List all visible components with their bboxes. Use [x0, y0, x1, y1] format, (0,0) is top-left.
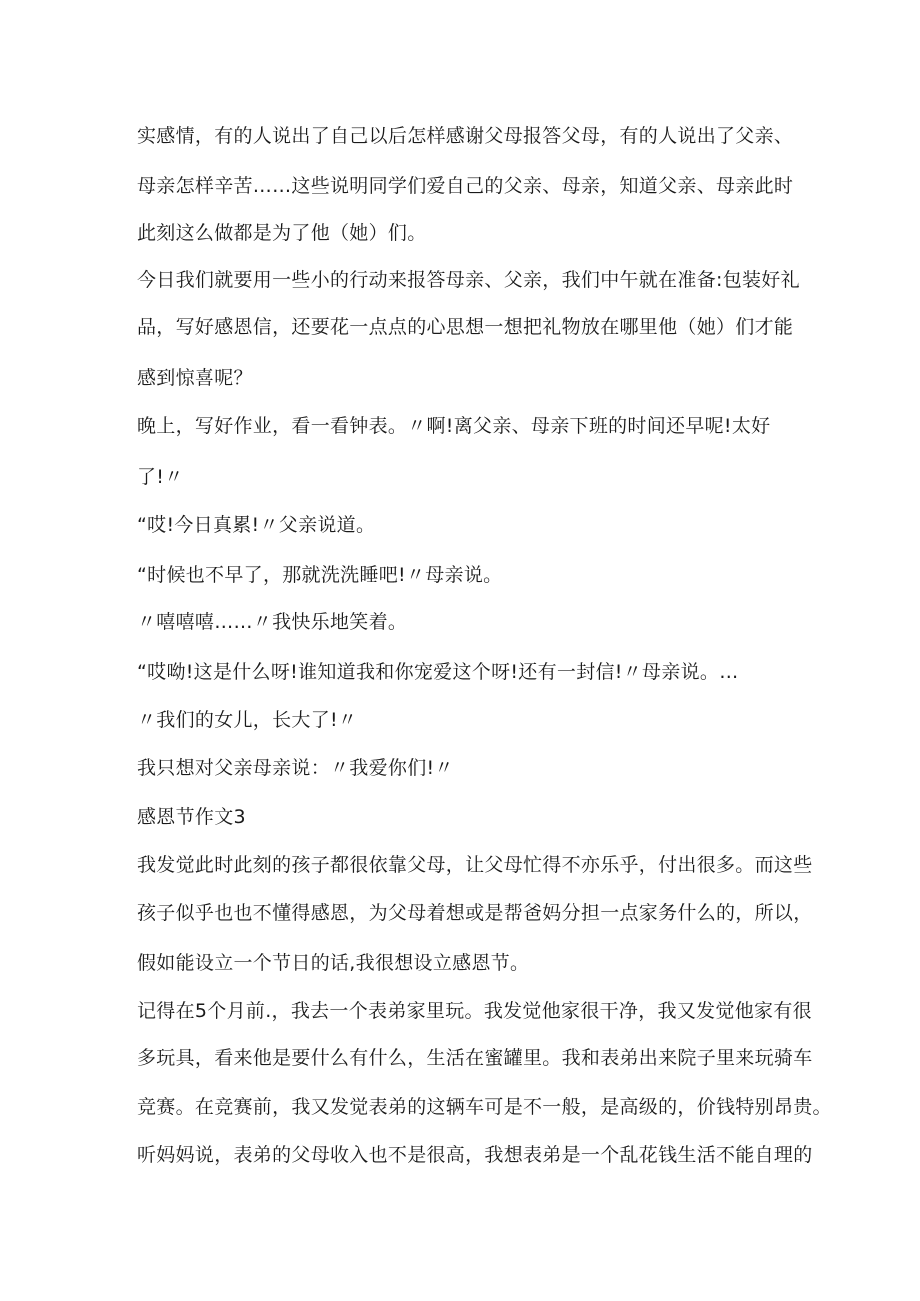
text-line: 听妈妈说，表弟的父母收入也不是很高，我想表弟是一个乱花钱生活不能自理的: [137, 1144, 813, 1166]
text-line: 母亲怎样辛苦……这些说明同学们爱自己的父亲、母亲，知道父亲、母亲此时: [137, 175, 794, 197]
text-line: 〃我们的女儿，长大了!〃: [137, 709, 358, 731]
text-line: “哎!今日真累!〃父亲说道。: [137, 514, 376, 536]
text-line: 品，写好感恩信，还要花一点点的心思想一想把礼物放在哪里他（她）们才能: [137, 316, 794, 338]
text-line: 晚上，写好作业，看一看钟表。〃啊!离父亲、母亲下班的时间还早呢!太好: [137, 415, 771, 437]
text-line: 〃嘻嘻嘻……〃我快乐地笑着。: [137, 611, 408, 633]
text-line: 孩子似乎也也不懂得感恩，为父母着想或是帮爸妈分担一点家务什么的，所以，: [137, 902, 813, 924]
text-line: 感到惊喜呢？: [137, 367, 253, 389]
text-line: 假如能设立一个节日的话,我很想设立感恩节。: [137, 952, 530, 974]
text-line: 了!〃: [137, 466, 184, 488]
text-line: 记得在5个月前.，我去一个表弟家里玩。我发觉他家很干净，我又发觉他家有很: [137, 1000, 812, 1022]
text-line: 我发觉此时此刻的孩子都很依靠父母，让父母忙得不亦乐乎，付出很多。而这些: [137, 854, 813, 876]
text-line: 今日我们就要用一些小的行动来报答母亲、父亲，我们中午就在准备:包装好礼: [137, 269, 800, 291]
text-line: 实感情，有的人说出了自己以后怎样感谢父母报答父母，有的人说出了父亲、: [137, 125, 794, 147]
text-line: 此刻这么做都是为了他（她）们。: [137, 222, 427, 244]
text-line: “时候也不早了，那就洗洗睡吧!〃母亲说。: [137, 564, 503, 586]
section-heading: 感恩节作文3: [137, 806, 246, 828]
text-line: “哎呦!这是什么呀!谁知道我和你宠爱这个呀!还有一封信!〃母亲说。…: [137, 661, 739, 683]
text-line: 我只想对父亲母亲说：〃我爱你们!〃: [137, 757, 454, 779]
text-line: 竞赛。在竞赛前，我又发觉表弟的这辆车可是不一般，是高级的，价钱特别昂贵。: [137, 1096, 832, 1118]
text-line: 多玩具，看来他是要什么有什么，生活在蜜罐里。我和表弟出来院子里来玩骑车: [137, 1047, 813, 1069]
